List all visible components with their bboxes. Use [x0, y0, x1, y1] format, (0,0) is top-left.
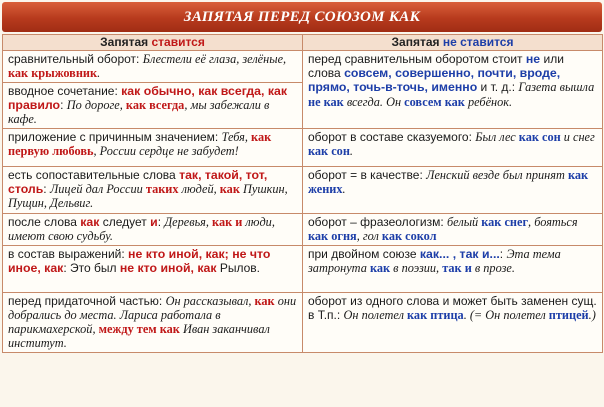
highlight-red-text: как обычно, как всегда, как правило: [8, 84, 287, 113]
rule-text: :: [43, 181, 50, 196]
highlight-red-text: не кто иной, как; не что иное, как: [8, 246, 271, 275]
header-word: Запятая: [391, 35, 440, 49]
example-text: , России сердце не забудет!: [93, 143, 239, 158]
example-text: Иван заканчивал институт.: [8, 322, 270, 351]
page-title: [2, 2, 602, 32]
highlight-blue-text: не как: [308, 94, 344, 109]
column-header-comma-not-needed: [303, 35, 603, 51]
highlight-blue-text: так и: [442, 260, 472, 275]
example-text: . (= Он полетел: [463, 307, 549, 322]
example-text: всегда. Он: [343, 94, 405, 109]
highlight-blue-text: как огня: [308, 228, 357, 243]
highlight-blue-text: как птица: [407, 307, 464, 322]
rule-text: оборот из одного слова и может быть заменен сущ. в Т.п.:: [308, 293, 597, 322]
table-row: [3, 213, 603, 245]
rule-text: перед придаточной частью:: [8, 293, 166, 308]
cell-comma-needed: [3, 245, 303, 292]
rule-text: : Это был: [63, 260, 120, 275]
example-text: и снег: [560, 129, 595, 144]
rule-text: после слова: [8, 214, 81, 229]
cell-comma-needed: [3, 166, 303, 213]
cell-comma-not-needed: [303, 166, 603, 213]
highlight-blue-text: как сон: [518, 129, 561, 144]
example-text: Лицей дал России: [49, 181, 146, 196]
example-text: Газета вышла: [518, 80, 595, 95]
highlight-blue-text: как... , так и...: [419, 246, 500, 261]
rule-text: оборот – фразеологизм:: [308, 214, 447, 229]
highlight-red-text: как всегда: [125, 98, 185, 113]
highlight-red-text: как первую любовь: [8, 129, 272, 158]
rule-text: вводное сочетание:: [8, 84, 122, 98]
rule-text: приложение с причинным значением:: [8, 129, 222, 144]
highlight-red-text: как и: [212, 214, 243, 229]
example-text: Был лес: [475, 129, 519, 144]
header-status-blue: не ставится: [442, 35, 514, 49]
highlight-blue-text: как: [369, 260, 391, 275]
example-text: в поэзии,: [390, 260, 443, 275]
rule-text: следует: [99, 214, 151, 229]
title-text: ЗАПЯТАЯ ПЕРЕД СОЮЗОМ КАК: [183, 8, 421, 25]
example-text: , гол: [356, 228, 382, 243]
example-text: в прозе.: [471, 260, 515, 275]
rule-text: и т. д.:: [477, 80, 519, 95]
example-text: они добрались до места. Лариса работала в парикмахерской,: [8, 293, 297, 337]
rule-text: при двойном союзе: [308, 246, 420, 261]
cell-comma-not-needed: [303, 51, 603, 129]
header-status-red: ставится: [151, 35, 205, 49]
example-text: белый: [447, 214, 482, 229]
rule-text: оборот = в качестве:: [308, 167, 427, 182]
highlight-red-text: как: [254, 293, 275, 308]
rule-text: оборот в составе сказуемого:: [308, 129, 476, 144]
example-text: .): [588, 307, 596, 322]
example-text: Он рассказывал,: [165, 293, 255, 308]
example-text: , бояться: [528, 214, 578, 229]
cell-comma-needed: [3, 292, 303, 352]
table-body: [3, 51, 603, 353]
cell-comma-not-needed: [303, 292, 603, 352]
highlight-red-text: так, такой, тот, столь: [8, 167, 268, 196]
highlight-red-text: между тем как: [98, 322, 180, 337]
highlight-blue-text: как сон: [308, 143, 350, 158]
cell-comma-needed: [3, 213, 303, 245]
highlight-red-text: и: [150, 214, 158, 229]
highlight-blue-text: как сокол: [381, 228, 437, 243]
rule-text: :: [499, 246, 507, 261]
example-text: , мы забежали в кафе.: [8, 98, 270, 127]
rule-text: :: [60, 98, 67, 113]
example-text: По дороге,: [66, 98, 126, 113]
highlight-blue-text: как жених: [308, 167, 589, 196]
highlight-red-text: как крыжовник: [8, 66, 98, 81]
example-text: Деревья,: [164, 214, 213, 229]
rule-text: сравнительный оборот:: [8, 52, 143, 66]
cell-comma-needed: [3, 83, 303, 129]
example-text: ребёнок.: [464, 94, 513, 109]
example-text: Эта тема затронута: [308, 246, 561, 275]
highlight-blue-text: совсем как: [404, 94, 465, 109]
rule-text: Рылов.: [216, 260, 260, 275]
table-row: [3, 166, 603, 213]
rule-text: перед сравнительным оборотом стоит: [308, 52, 526, 66]
example-text: Блестели её глаза, зелёные,: [142, 52, 287, 66]
rule-text: :: [157, 214, 165, 229]
example-text: Ленский везде был принят: [426, 167, 568, 182]
example-text: .: [349, 143, 353, 158]
table-row: [3, 292, 603, 352]
cell-comma-needed: [3, 128, 303, 166]
highlight-red-text: как: [219, 181, 240, 196]
example-text: Пушкин, Пущин, Дельвиг.: [8, 181, 288, 211]
example-text: Он полетел: [343, 307, 408, 322]
example-text: Тебя,: [221, 129, 252, 144]
rule-text: есть сопоставительные слова: [8, 167, 180, 182]
rule-text: в состав выражений:: [8, 246, 129, 261]
table-row: [3, 128, 603, 166]
highlight-blue-text: совсем, совершенно, почти, вроде, прямо, точь-в-точь, именно: [308, 66, 561, 95]
table-header-row: [3, 35, 603, 51]
column-header-comma-needed: [3, 35, 303, 51]
highlight-blue-text: как снег: [481, 214, 529, 229]
table-row: [3, 51, 603, 83]
highlight-blue-text: не: [525, 52, 541, 66]
example-text: .: [97, 66, 101, 81]
highlight-red-text: не кто иной, как: [119, 260, 217, 275]
example-text: людей,: [178, 181, 220, 196]
cell-comma-not-needed: [303, 128, 603, 166]
cell-comma-not-needed: [303, 245, 603, 292]
cell-comma-needed: [3, 51, 303, 83]
highlight-blue-text: птицей: [548, 307, 589, 322]
cell-comma-not-needed: [303, 213, 603, 245]
highlight-red-text: как: [80, 214, 100, 229]
header-word: Запятая: [100, 35, 149, 49]
rules-table: [2, 34, 603, 353]
example-text: люди, имеют свою судьбу.: [8, 214, 275, 243]
rule-text: или слова: [308, 52, 564, 81]
table-row: [3, 245, 603, 292]
highlight-red-text: таких: [145, 181, 179, 196]
example-text: .: [342, 181, 346, 196]
